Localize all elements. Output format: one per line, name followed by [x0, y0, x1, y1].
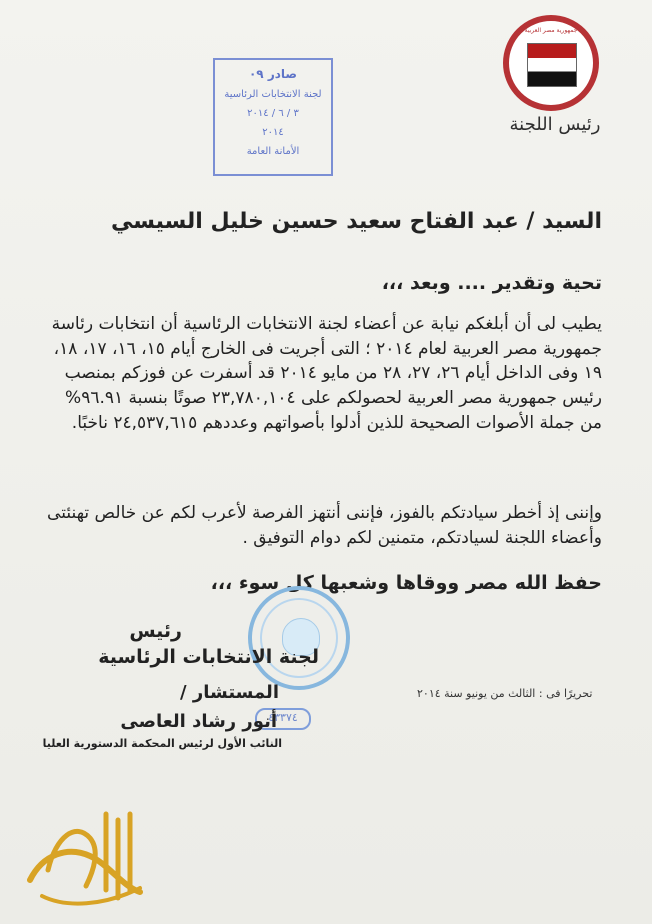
stamp-line-1: صادر ٠٩: [248, 67, 297, 81]
stamp-line-2: لجنة الانتخابات الرئاسية: [224, 89, 322, 101]
prayer: حفظ الله مصر ووقاها وشعبها كل سوء ،،،: [210, 572, 602, 594]
stamp-line-5: الأمانة العامة: [246, 146, 300, 158]
committee-logo: [503, 15, 599, 111]
watermark-icon: [18, 800, 154, 920]
seal-number: ٤٣٣٧٤: [255, 708, 311, 730]
paragraph-1: يطيب لى أن أبلغكم نيابة عن أعضاء لجنة الانتخابات الرئاسية أن انتخابات رئاسة جمهورية مصر العربية لعام ٢٠١٤ ؛ التى أجريت فى الخارج أيام ١٥، ١٦، ١٧، ١٨، ١٩ وفى الداخل أيام ٢٦، ٢٧، ٢٨ من مايو ٢٠١٤ قد أسفرت عن فوزكم بمنصب رئيس جمهورية مصر العربية لحصولكم على ٢٣,٧٨٠,١٠٤ صوتًا بنسبة ٩٦.٩١% من جملة الأصوات الصحيحة للذين أدلوا بأصواتهم وعددهم ٢٤,٥٣٧,٦١٥ ناخبًا.: [51, 314, 602, 433]
flag-icon: [527, 43, 577, 87]
signature-line-4: أنور رشاد العاصى: [120, 711, 277, 732]
logo-text-icon: جمهورية مصر العربية: [524, 27, 578, 34]
signature-line-2: لجنة الانتخابات الرئاسية: [98, 646, 319, 668]
logo-title: رئيس اللجنة: [509, 114, 601, 135]
greeting: تحية وتقدير .... وبعد ،،،: [381, 272, 602, 294]
paragraph-2: وإننى إذ أخطر سيادتكم بالفوز، فإننى أنتهز الفرصة لأعرب لكم عن خالص تهنئتى وأعضاء اللجنة لسيادتكم، متمنين لكم دوام التوفيق .: [47, 503, 602, 548]
stamp-line-3: ٣ / ٦ / ٢٠١٤: [247, 108, 299, 120]
official-seal: [248, 586, 350, 690]
date-text: تحريرًا فى : الثالث من يونيو سنة ٢٠١٤: [417, 687, 593, 700]
letter-title: السيد / عبد الفتاح سعيد حسين خليل السيسي: [110, 209, 602, 234]
signature-line-3: المستشار /: [180, 682, 279, 703]
signature-line-5: النائب الأول لرئيس المحكمة الدستورية العليا: [42, 737, 282, 750]
signature-line-1: رئيس: [129, 620, 182, 642]
registry-stamp: [213, 58, 333, 176]
stamp-line-4: ٢٠١٤: [262, 127, 284, 139]
